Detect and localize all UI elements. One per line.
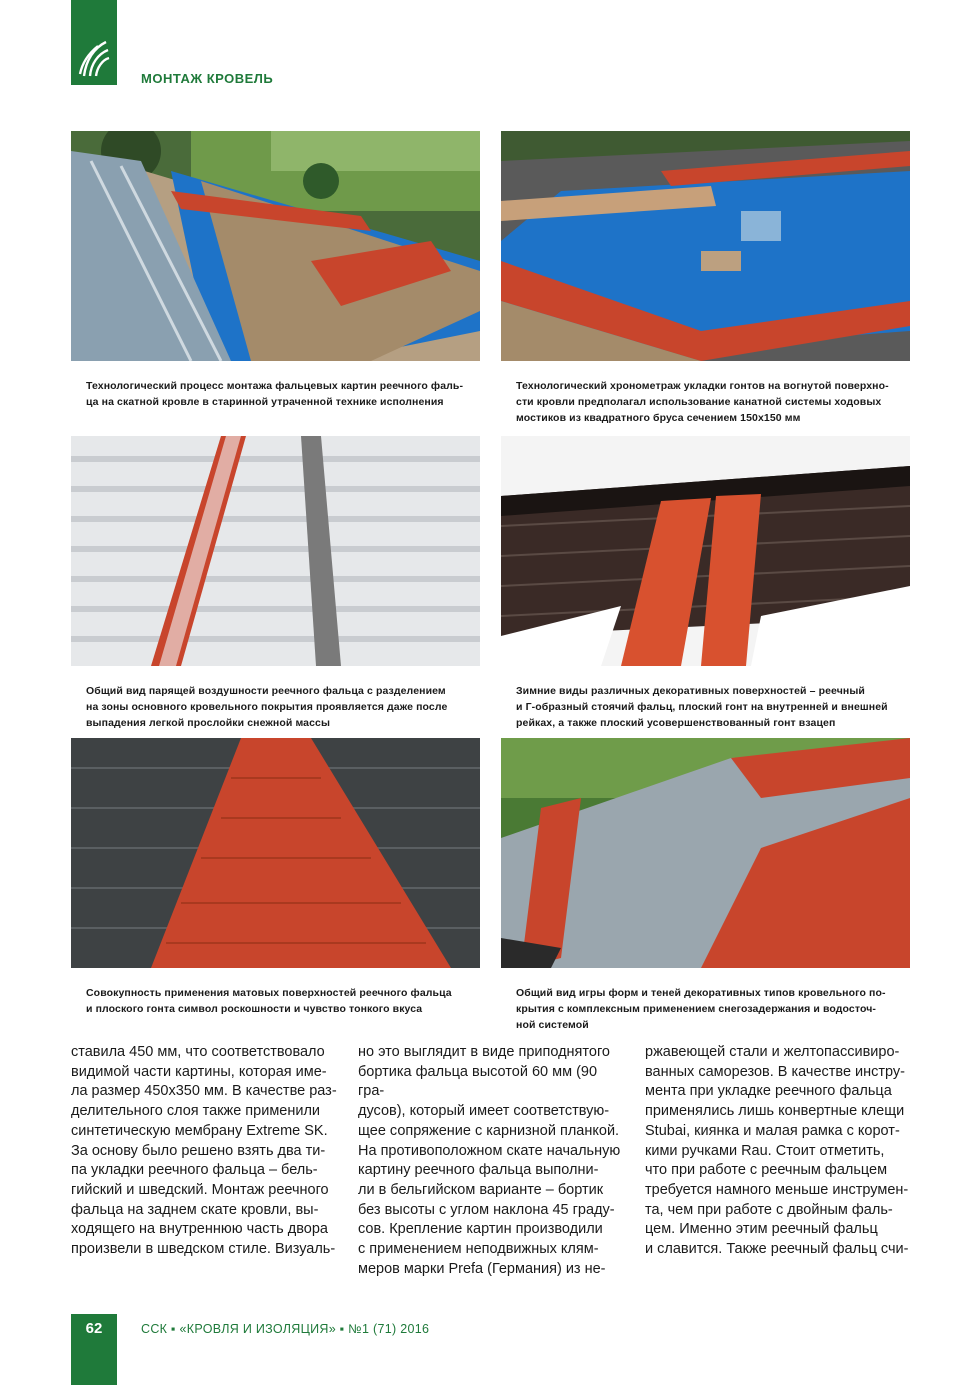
body-column-1: ставила 450 мм, что соответствовало видимой части картины, которая име- ла размер 450х350 мм. В качестве раз- делительного слоя также применили синтетическую мембрану Extreme SK. За основу было решено взять два ти- па укладки реечного фальца – бель- гийский и шведский. Монтаж реечного фальца на заднем скате кровли, вы- ходящего на внутреннюю часть двора произвели в шведском стиле. Визуаль- xyxy=(71,1044,337,1258)
section-title: МОНТАЖ КРОВЕЛЬ xyxy=(141,71,274,86)
caption-photo-4: Зимние виды различных декоративных поверхностей – реечный и Г-образный стоячий фальц, плоский гонт на внутренней и внешней рейках, а также плоский усовершенствованный гонт взацеп xyxy=(516,685,888,729)
caption-photo-2: Технологический хронометраж укладки гонтов на вогнутой поверхно- сти кровли предполагал использование канатной системы ходовых мостиков из квадратного бруса сечением 150х150 мм xyxy=(516,380,889,424)
photo-snow-seam xyxy=(71,436,480,666)
photo-roof-process xyxy=(71,131,480,361)
caption-photo-5: Совокупность применения матовых поверхностей реечного фальца и плоского гонта символ роскошности и чувство тонкого вкуса xyxy=(86,987,452,1015)
magazine-logo-icon xyxy=(78,38,110,78)
body-column-3: ржавеющей стали и желтопассивиро- ванных саморезов. В качестве инстру- мента при укладке реечного фальца применялись лишь конвертные клещи Stubai, киянка и малая рамка с корот- кими ручками Rau. Стоит отметить, что при работе с реечным фальцем требуется намного меньше инструмен- та, чем при работе с двойным фаль- цем. Именно этим реечный фальц и славится. Также реечный фальц счи- xyxy=(645,1044,909,1258)
photo-matte-surfaces xyxy=(71,738,480,968)
caption-photo-1: Технологический процесс монтажа фальцевых картин реечного фаль- ца на скатной кровле в старинной утраченной технике исполнения xyxy=(86,380,464,408)
journal-footer: ССК ▪ «КРОВЛЯ И ИЗОЛЯЦИЯ» ▪ №1 (71) 2016 xyxy=(141,1322,430,1336)
caption-photo-6: Общий вид игры форм и теней декоративных типов кровельного по- крытия с комплексным применением снегозадержания и водосточ- ной системой xyxy=(516,987,886,1031)
photo-winter-views xyxy=(501,436,910,666)
caption-photo-3: Общий вид парящей воздушности реечного фальца с разделением на зоны основного кровельного покрытия проявляется даже после выпадения легкой прослойки снежной массы xyxy=(86,685,448,729)
photo-forms-shadows xyxy=(501,738,910,968)
body-column-2: но это выглядит в виде приподнятого бортика фальца высотой 60 мм (90 гра- дусов), который имеет соответствую- щее сопряжение с карнизной планкой. На противоположном скате начальную картину реечного фальца выполни- ли в бельгийском варианте – бортик без высоты с углом наклона 45 граду- сов. Крепление картин производили с применением неподвижных клям- меров марки Prefa (Германия) из не- xyxy=(358,1044,621,1277)
photo-roof-chronometry xyxy=(501,131,910,361)
page-number: 62 xyxy=(85,1320,103,1337)
